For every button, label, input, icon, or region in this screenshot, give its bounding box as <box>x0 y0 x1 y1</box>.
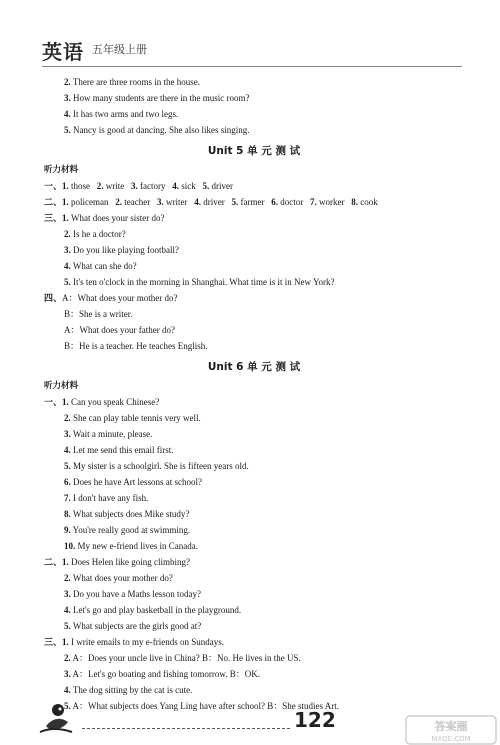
unit5-title: Unit 5 单 元 测 试 <box>207 145 301 157</box>
unit6-section1-item: 5. My sister is a schoolgirl. She is fifteen years old. <box>64 461 249 471</box>
unit6-section1-item: 7. I don't have any fish. <box>64 493 149 503</box>
footer-dotted-line <box>82 728 290 729</box>
watermark-logo-icon <box>405 715 497 745</box>
list-item: 3. How many students are there in the music room? <box>64 93 250 103</box>
mascot-icon <box>36 696 76 736</box>
list-item: 5. Nancy is good at dancing. She also likes singing. <box>64 125 250 135</box>
unit5-section3-item: 三、1. What does your sister do? <box>44 213 165 223</box>
page-header <box>42 36 462 66</box>
unit6-section3-item: 3. A：Let's go boating and fishing tomorrow. B：OK. <box>64 669 261 679</box>
book-brand: 英语 <box>42 40 84 64</box>
unit6-section3-item: 4. The dog sitting by the cat is cute. <box>64 685 193 695</box>
unit5-section3-item: 5. It's ten o'clock in the morning in Shanghai. What time is it in New York? <box>64 277 335 287</box>
unit6-section1-item: 8. What subjects does Mike study? <box>64 509 190 519</box>
unit6-section2-item: 5. What subjects are the girls good at? <box>64 621 202 631</box>
unit6-section1-item: 9. You're really good at swimming. <box>64 525 191 535</box>
unit6-section3-item: 三、1. I write emails to my e-friends on Sundays. <box>44 637 224 647</box>
unit6-listening-label: 听力材料 <box>44 381 79 391</box>
unit6-section1-item: 3. Wait a minute, please. <box>64 429 153 439</box>
unit5-section3-item: 3. Do you like playing football? <box>64 245 179 255</box>
unit5-section3-item: 4. What can she do? <box>64 261 137 271</box>
unit6-section1-item: 一、1. Can you speak Chinese? <box>44 397 160 407</box>
unit5-section4-item: B：He is a teacher. He teaches English. <box>64 341 208 351</box>
unit5-section3-item: 2. Is he a doctor? <box>64 229 126 239</box>
unit5-section4-item: A：What does your father do? <box>64 325 175 335</box>
unit6-section2-item: 4. Let's go and play basketball in the playground. <box>64 605 242 615</box>
unit5-listening-label: 听力材料 <box>44 165 79 175</box>
page-content <box>44 74 464 714</box>
unit6-section2-item: 3. Do you have a Maths lesson today? <box>64 589 201 599</box>
unit5-section1: 一、1. those 2. write 3. factory 4. sick 5. driver <box>44 181 233 191</box>
unit6-section2-item: 二、1. Does Helen like going climbing? <box>44 557 190 567</box>
header-rule <box>42 66 462 67</box>
unit6-section1-item: 6. Does he have Art lessons at school? <box>64 477 202 487</box>
unit5-section2: 二、1. policeman 2. teacher 3. writer 4. driver 5. farmer 6. doctor 7. worker 8. cook <box>44 197 378 207</box>
watermark-text: 答案圈 <box>434 720 468 733</box>
page-number: 122 <box>294 708 336 732</box>
unit6-section1-item: 4. Let me send this email first. <box>64 445 174 455</box>
unit5-section4-item: B：She is a writer. <box>64 309 133 319</box>
unit5-section4-item: 四、A：What does your mother do? <box>44 293 178 303</box>
unit6-section2-item: 2. What does your mother do? <box>64 573 173 583</box>
watermark-site: MXQE.COM <box>431 735 471 743</box>
unit6-title: Unit 6 单 元 测 试 <box>207 361 301 373</box>
page-footer <box>36 704 466 744</box>
unit6-section1-item: 10. My new e-friend lives in Canada. <box>64 541 198 551</box>
unit6-section3-item: 2. A：Does your uncle live in China? B：No. He lives in the US. <box>64 653 301 663</box>
list-item: 4. It has two arms and two legs. <box>64 109 179 119</box>
unit6-section1-item: 2. She can play table tennis very well. <box>64 413 201 423</box>
list-item: 2. There are three rooms in the house. <box>64 77 201 87</box>
unit6-section3-item: 5. A：What subjects does Yang Ling have after school? B：She studies Art. <box>64 701 339 711</box>
book-grade: 五年级上册 <box>92 43 147 56</box>
